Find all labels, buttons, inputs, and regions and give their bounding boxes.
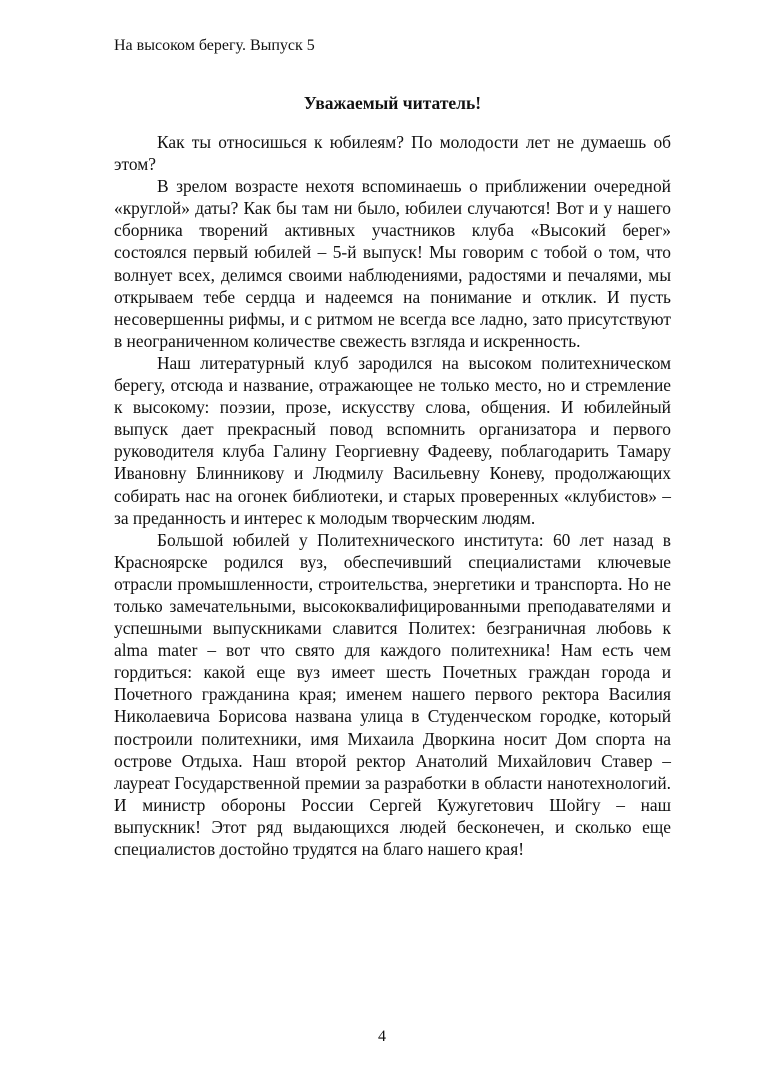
paragraph: В зрелом возрасте нехотя вспоминаешь о приближении очередной «круглой» даты? Как бы там ни было, юбилеи случаются! Вот и у нашего сборника творений активных участников клуба «Высокий берег» состоялся первый юбилей – 5-й выпуск! Мы говорим с тобой о том, что волнует всех, делимся своими наблюдениями, радостями и печалями, мы открываем тебе сердца и надеемся на понимание и отклик. И пусть несовершенны рифмы, и с ритмом не всегда все ладно, зато присутствуют в неограниченном количестве свежесть взгляда и искренность.	[114, 176, 671, 351]
page-number: 4	[378, 1028, 386, 1045]
article-title: Уважаемый читатель!	[303, 93, 482, 113]
paragraph: Как ты относишься к юбилеям? По молодости лет не думаешь об этом?	[114, 132, 671, 175]
paragraph: Наш литературный клуб зародился на высоком политехническом берегу, отсюда и название, отражающее не только место, но и стремление к высокому: поэзии, прозе, искусству слова, общения. И юбилейный выпуск дает прекрасный повод вспомнить организатора и первого руководителя клуба Галину Георгиевну Фадееву, поблагодарить Тамару Ивановну Блинникову и Людмилу Васильевну Коневу, продолжающих собирать нас на огонек библиотеки, и старых проверенных «клубистов» – за преданность и интерес к молодым творческим людям.	[114, 352, 671, 528]
running-header: На высоком берегу. Выпуск 5	[114, 37, 315, 54]
article-body	[114, 131, 671, 860]
paragraph: Большой юбилей у Политехнического института: 60 лет назад в Красноярске родился вуз, обеспечивший специалистами ключевые отрасли промышленности, строительства, энергетики и транспорта. Но не только замечательными, высококвалифицированными преподавателями и успешными выпускниками славится Политех: безграничная любовь к alma mater – вот что свято для каждого политехника! Нам есть чем гордиться: какой еще вуз имеет шесть Почетных граждан города и Почетного гражданина края; именем нашего первого ректора Василия Николаевича Борисова названа улица в Студенческом городке, который построили политехники, имя Михаила Дворкина носит Дом спорта на острове Отдыха. Наш второй ректор Анатолий Михайлович Ставер – лауреат Государственной премии за разработки в области нанотехнологий. И министр обороны России Сергей Кужугетович Шойгу – наш выпускник! Этот ряд выдающихся людей бесконечен, и сколько еще специалистов достойно трудятся на благо нашего края!	[114, 529, 671, 859]
